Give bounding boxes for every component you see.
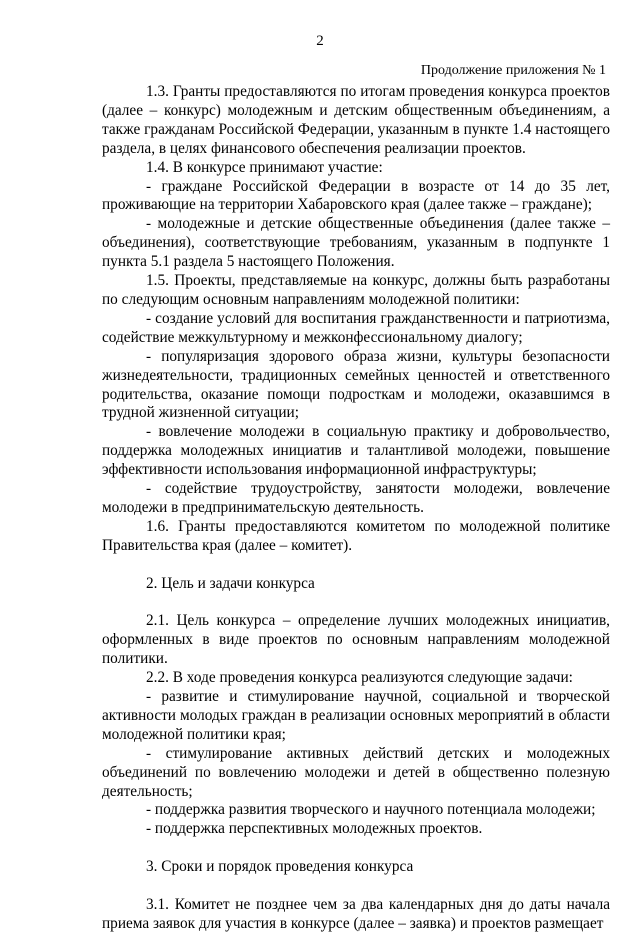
paragraph-3-1: 3.1. Комитет не позднее чем за два календарных дня до даты начала приема заявок для участия в конкурсе (далее – заявка) и проектов размещает <box>102 895 610 932</box>
section-spacer <box>102 877 610 896</box>
paragraph-1-4: 1.4. В конкурсе принимают участие: <box>146 158 383 176</box>
paragraph-1-6: 1.6. Гранты предоставляются комитетом по молодежной политике Правительства края (далее – комитет). <box>102 517 610 554</box>
paragraph-2-2: 2.2. В ходе проведения конкурса реализуются следующие задачи: <box>146 669 573 687</box>
section-2-heading: 2. Цель и задачи конкурса <box>146 574 315 592</box>
appendix-continuation-note: Продолжение приложения № 1 <box>420 63 606 78</box>
paragraph-1-5: 1.5. Проекты, представляемые на конкурс, должны быть разработаны по следующим основным направлениям молодежной политики: <box>102 272 610 308</box>
section-spacer <box>102 593 610 612</box>
paragraph-2-1: 2.1. Цель конкурса – определение лучших молодежных инициатив, оформленных в виде проектов по основным направлениям молодежной политики. <box>102 612 610 668</box>
section-spacer <box>102 839 610 858</box>
page-number: 2 <box>316 33 324 49</box>
paragraph-2-2-item-activity: - развитие и стимулирование научной, социальной и творческой активности молодых граждан в реализации основных мероприятий в области молодежной политики края; <box>102 687 610 743</box>
paragraph-2-2-item-associations: - стимулирование активных действий детских и молодежных объединений по вовлечению молодежи и детей в общественно полезную деятельность; <box>102 744 610 800</box>
paragraph-1-5-item-patriotism: - создание условий для воспитания гражданственности и патриотизма, содействие межкультурному и межконфессиональному диалогу; <box>102 309 610 346</box>
paragraph-1-3: 1.3. Гранты предоставляются по итогам проведения конкурса проектов (далее – конкурс) молодежным и детским общественным объединениям, а также гражданам Российской Федерации, указанным в пункте 1.4 настоящего раздела, в целях финансового обеспечения реализации проектов. <box>102 83 610 157</box>
paragraph-1-4-item-associations: - молодежные и детские общественные объединения (далее также – объединения), соответствующие требованиям, указанным в подпункте 1 пункта 5.1 раздела 5 настоящего Положения. <box>102 215 610 271</box>
document-body <box>102 83 610 934</box>
paragraph-1-5-item-employment: - содействие трудоустройству, занятости молодежи, вовлечение молодежи в предпринимательскую деятельность. <box>102 480 610 516</box>
paragraph-2-2-item-potential: - поддержка развития творческого и научного потенциала молодежи; <box>146 801 596 819</box>
paragraph-1-5-item-volunteering: - вовлечение молодежи в социальную практику и добровольчество, поддержка молодежных инициатив и талантливой молодежи, повышение эффективности использования информационной инфраструктуры; <box>102 423 610 479</box>
paragraph-2-2-item-projects: - поддержка перспективных молодежных проектов. <box>146 820 483 838</box>
paragraph-1-5-item-healthy-lifestyle: - популяризация здорового образа жизни, культуры безопасности жизнедеятельности, традиционных семейных ценностей и ответственного родительства, оказание помощи подросткам и молодежи, оказавшимся в трудной жизненной ситуации; <box>102 347 610 422</box>
paragraph-1-4-item-citizens: - граждане Российской Федерации в возрасте от 14 до 35 лет, проживающие на территории Хабаровского края (далее также – граждане); <box>102 177 610 214</box>
section-3-heading: 3. Сроки и порядок проведения конкурса <box>146 858 414 876</box>
section-spacer <box>102 556 610 575</box>
